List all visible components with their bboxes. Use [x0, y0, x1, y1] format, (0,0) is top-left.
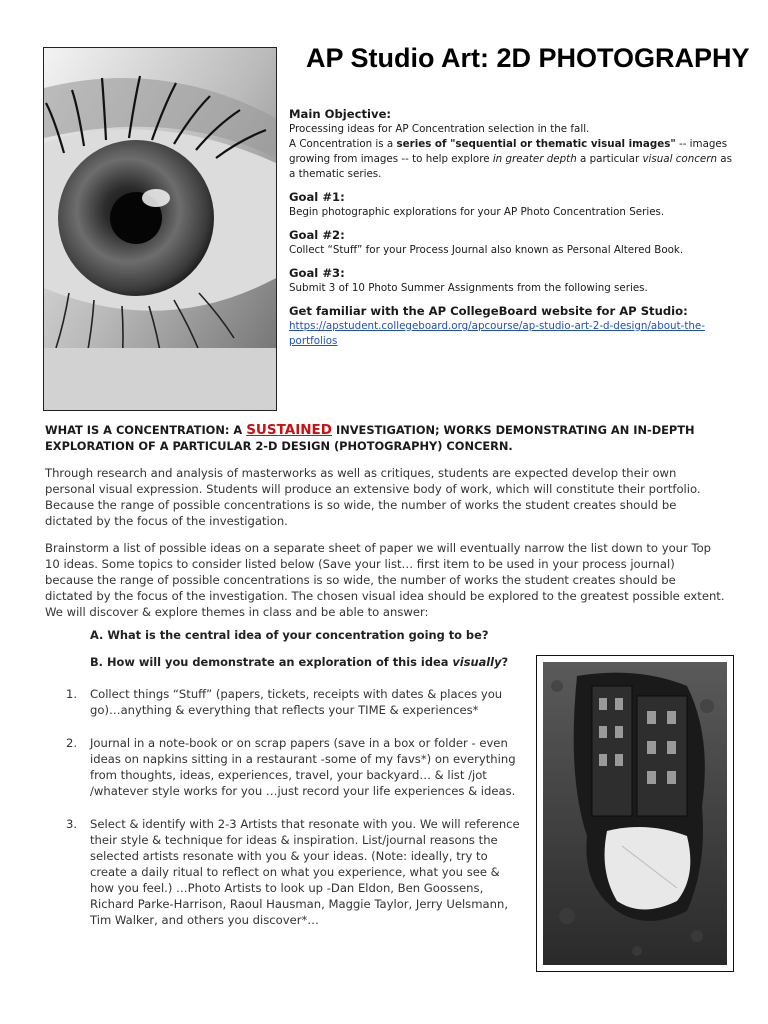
objective-line-2-italic2: visual concern: [642, 153, 717, 165]
list-text: Collect things “Stuff” (papers, tickets, receipts with dates & places you go)…anything & everything that reflects your TIME & experiences*: [90, 687, 503, 717]
list-text: Journal in a note-book or on scrap papers (save in a box or folder - even ideas on napkins sitting in a restaurant -some of my favs*) on everything from thoughts, ideas, experiences, travel, your backyard… & list /jot /whatever style works for you …just record your life experiences & ideas.: [90, 736, 516, 798]
concentration-heading-a: WHAT IS A CONCENTRATION: A: [45, 423, 247, 437]
list-number: 1.: [66, 687, 78, 701]
objective-line-2b: -- images growing from images -- to help explore: [289, 138, 728, 165]
list-text: Select & identify with 2-3 Artists that resonate with you. We will reference their style & technique for ideas & inspiration. List/journal reasons the selected artists resonate with you & your ideas. (Note: ideally, try to create a daily ritual to reflect on what you experience, what you see & how you feel.) …Photo Artists to look up -Dan Eldon, Ben Goossens, Richard Parke-Harrison, Raoul Hausman, Maggie Taylor, Jerry Uelsmann, Tim Walker, and others you discover*…: [90, 817, 520, 927]
list-item: [66, 735, 526, 799]
collegeboard-heading: Get familiar with the AP CollegeBoard website for AP Studio:: [289, 304, 688, 318]
sustained-highlight: SUSTAINED: [246, 422, 332, 438]
eye-photo-drawing: [44, 48, 276, 410]
puddle-photo-drawing: [537, 656, 733, 971]
question-b: [90, 654, 508, 670]
list-item: [66, 816, 526, 928]
concentration-paragraph-2: Brainstorm a list of possible ideas on a separate sheet of paper we will eventually narrow the list down to your Top 10 ideas. Some topics to consider listed below (Save your list… first item to be used in your process journal) because the range of possible concentrations is so wide, the number of works the student creates should be dictated by the focus of the investigation. The chosen visual idea should be explored to the greatest possible extent. We will discover & explore themes in class and be able to answer:: [45, 541, 725, 619]
list-number: 3.: [66, 817, 78, 831]
goal-3-heading: Goal #3:: [289, 266, 345, 280]
goal-2-text: Collect “Stuff” for your Process Journal also known as Personal Altered Book.: [289, 244, 684, 256]
concentration-heading: [45, 422, 725, 454]
objective-line-2a: A Concentration is a: [289, 138, 397, 150]
concentration-paragraph-1: Through research and analysis of masterworks as well as critiques, students are expected develop their own personal visual expression. Students will produce an extensive body of work, which will constitute their portfolio. Because the range of possible concentrations is so wide, the number of works the student creates should be dictated by the focus of the investigation.: [45, 466, 701, 528]
goal-3-text: Submit 3 of 10 Photo Summer Assignments from the following series.: [289, 282, 648, 294]
objective-line-2c: a particular: [576, 153, 643, 165]
objective-line-2-italic1: in greater depth: [492, 153, 577, 165]
goal-1-text: Begin photographic explorations for your AP Photo Concentration Series.: [289, 206, 665, 218]
main-objective-text: [289, 122, 739, 182]
page-title: AP Studio Art: 2D PHOTOGRAPHY: [306, 43, 750, 73]
concentration-heading-b: INVESTIGATION; WORKS DEMONSTRATING AN IN-DEPTH EXPLORATION OF A PARTICULAR 2-D DESIGN (PHOTOGRAPHY) CONCERN.: [45, 423, 695, 453]
puddle-reflection-photograph: [536, 655, 734, 972]
main-objective-heading: Main Objective:: [289, 107, 392, 121]
question-b-a: B. How will you demonstrate an exploration of this idea: [90, 655, 453, 669]
steps-list: [66, 686, 526, 945]
list-number: 2.: [66, 736, 78, 750]
eye-photograph: [43, 47, 277, 411]
objective-line-1: Processing ideas for AP Concentration selection in the fall.: [289, 123, 590, 135]
goal-1-heading: Goal #1:: [289, 190, 345, 204]
question-b-b: ?: [501, 655, 509, 669]
question-b-italic: visually: [452, 655, 502, 669]
objective-line-2d: as a thematic series.: [289, 153, 732, 180]
collegeboard-link[interactable]: https://apstudent.collegeboard.org/apcourse/ap-studio-art-2-d-design/about-the-portfolios: [289, 320, 705, 347]
list-item: [66, 686, 526, 718]
goal-2-heading: Goal #2:: [289, 228, 345, 242]
goals-section: [289, 106, 739, 349]
question-a: A. What is the central idea of your concentration going to be?: [90, 628, 489, 642]
objective-line-2-bold: series of "sequential or thematic visual images": [396, 138, 676, 150]
